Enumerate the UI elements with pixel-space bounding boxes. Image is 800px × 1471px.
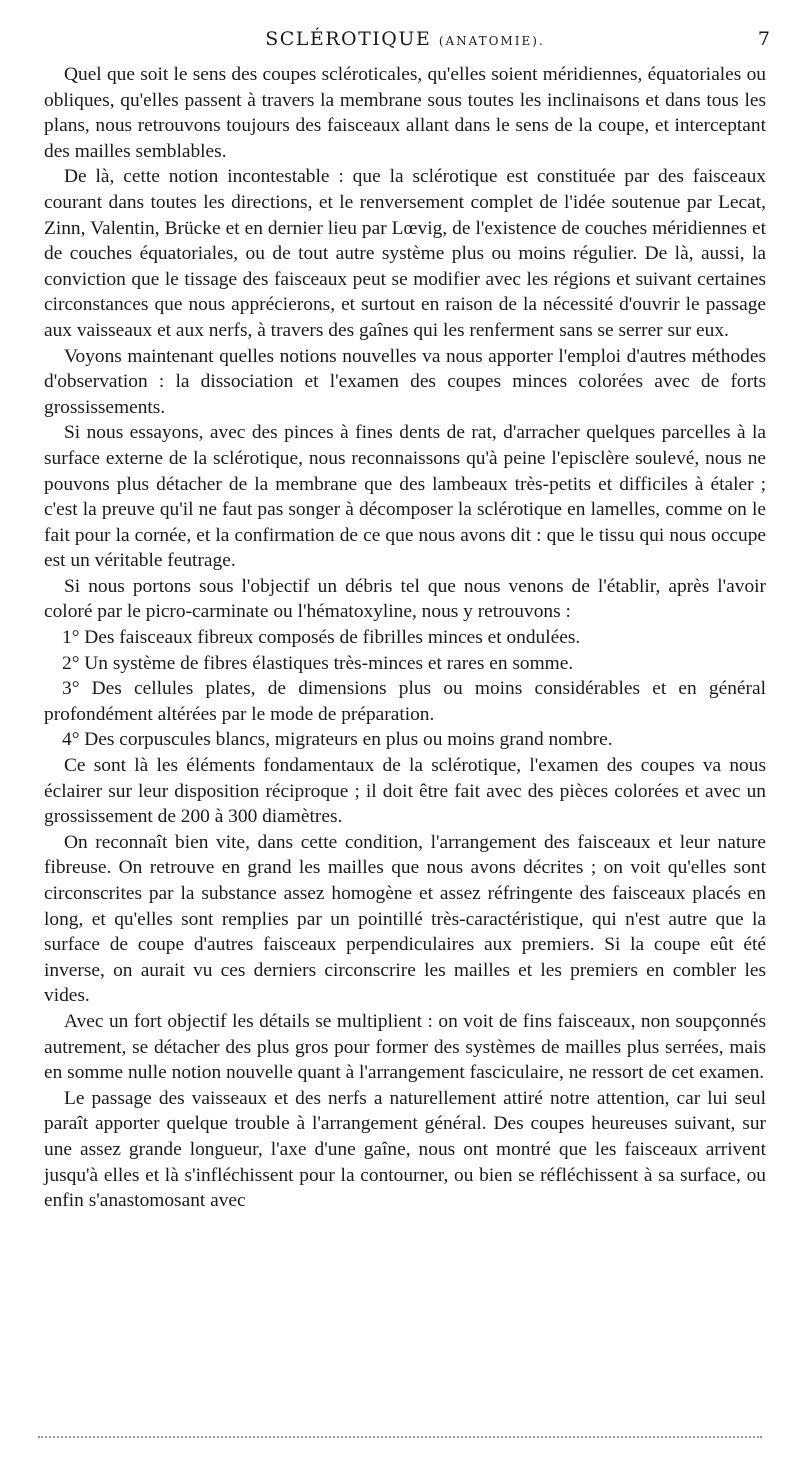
paragraph: Avec un fort objectif les détails se multiplient : on voit de fins faisceaux, non soupçonnés autrement, se détacher des plus gros pour former des systèmes de mailles plus serrées, mais en somme nulle notion nouvelle quant à l'arrangement fasciculaire, ne ressort de cet examen.: [44, 1010, 766, 1084]
paragraph: De là, cette notion incontestable : que la sclérotique est constituée par des faisceaux courant dans toutes les directions, et le renversement complet de l'idée soutenue par Lecat, Zinn, Valentin, Brücke et en dernier lieu par Lœvig, de l'existence de couches méridiennes et de couches équatoriales, ou de tout autre système plus ou moins régulier. De là, aussi, la conviction que le tissage des faisceaux peut se modifier avec les régions et suivant certaines circonstances que nous apprécierons, et surtout en raison de la nécessité d'ouvrir le passage aux vaisseaux et aux nerfs, à travers des gaînes qui les renferment sans se serrer sur eux.: [44, 166, 766, 341]
paragraph: Ce sont là les éléments fondamentaux de la sclérotique, l'examen des coupes va nous éclairer sur leur disposition réciproque ; il doit être fait avec des pièces colorées et avec un grossissement de 200 à 300 diamètres.: [44, 755, 766, 828]
list-item: 4° Des corpuscules blancs, migrateurs en plus ou moins grand nombre.: [62, 729, 613, 751]
list-item: 3° Des cellules plates, de dimensions plus ou moins considérables et en général profondément altérées par le mode de préparation.: [44, 678, 766, 725]
paragraph: Si nous essayons, avec des pinces à fines dents de rat, d'arracher quelques parcelles à la surface externe de la sclérotique, nous reconnaissons qu'à peine l'episclère soulevé, nous ne pouvons plus détacher de la membrane que des lambeaux très-petits et difficiles à étaler ; c'est la preuve qu'il ne faut pas songer à décomposer la sclérotique en lamelles, comme on le fait pour la cornée, et la confirmation de ce que nous avons dit : que le tissu qui nous occupe est un véritable feutrage.: [44, 422, 766, 572]
running-title: [40, 28, 770, 50]
running-title-sub: (ANATOMIE).: [438, 34, 545, 48]
list-item: 1° Des faisceaux fibreux composés de fibrilles minces et ondulées.: [62, 627, 581, 649]
bottom-rule: [38, 1436, 762, 1438]
paragraph: On reconnaît bien vite, dans cette condition, l'arrangement des faisceaux et leur nature fibreuse. On retrouve en grand les mailles que nous avons décrites ; on voit qu'elles sont circonscrites par la substance assez homogène et assez réfringente des faisceaux placés en long, et qu'elles sont remplies par un pointillé très-caractéristique, qui n'est autre que la surface de coupe d'autres faisceaux perpendiculaires aux premiers. Si la coupe eût été inverse, on aurait vu ces derniers circonscrire les mailles et les premiers en combler les vides.: [44, 831, 766, 1007]
paragraph: Quel que soit le sens des coupes scléroticales, qu'elles soient méridiennes, équatoriales ou obliques, qu'elles passent à travers la membrane sous toutes les inclinaisons et dans tous les plans, nous retrouvons toujours des faisceaux allant dans le sens de la coupe, et interceptant des mailles semblables.: [44, 64, 766, 162]
paragraph: Si nous portons sous l'objectif un débris tel que nous venons de l'établir, après l'avoir coloré par le picro-carminate ou l'hématoxyline, nous y retrouvons :: [44, 575, 766, 623]
body-text: [44, 62, 766, 1214]
paragraph: Voyons maintenant quelles notions nouvelles va nous apporter l'emploi d'autres méthodes d'observation : la dissociation et l'examen des coupes minces colorées avec de forts grossissements.: [44, 345, 766, 418]
paragraph: Le passage des vaisseaux et des nerfs a naturellement attiré notre attention, car lui seul paraît apporter quelque trouble à l'arrangement général. Des coupes heureuses suivant, sur une assez grande longueur, l'axe d'une gaîne, nous ont montré que les faisceaux arrivent jusqu'à elles et là s'infléchissent pour la contourner, ou bien se réfléchissent à sa surface, ou enfin s'anastomosant avec: [44, 1087, 766, 1212]
running-title-main: SCLÉROTIQUE: [265, 28, 432, 50]
running-head: [40, 28, 770, 54]
page-number: 7: [757, 28, 770, 50]
list-item: 2° Un système de fibres élastiques très-minces et rares en somme.: [62, 652, 574, 674]
